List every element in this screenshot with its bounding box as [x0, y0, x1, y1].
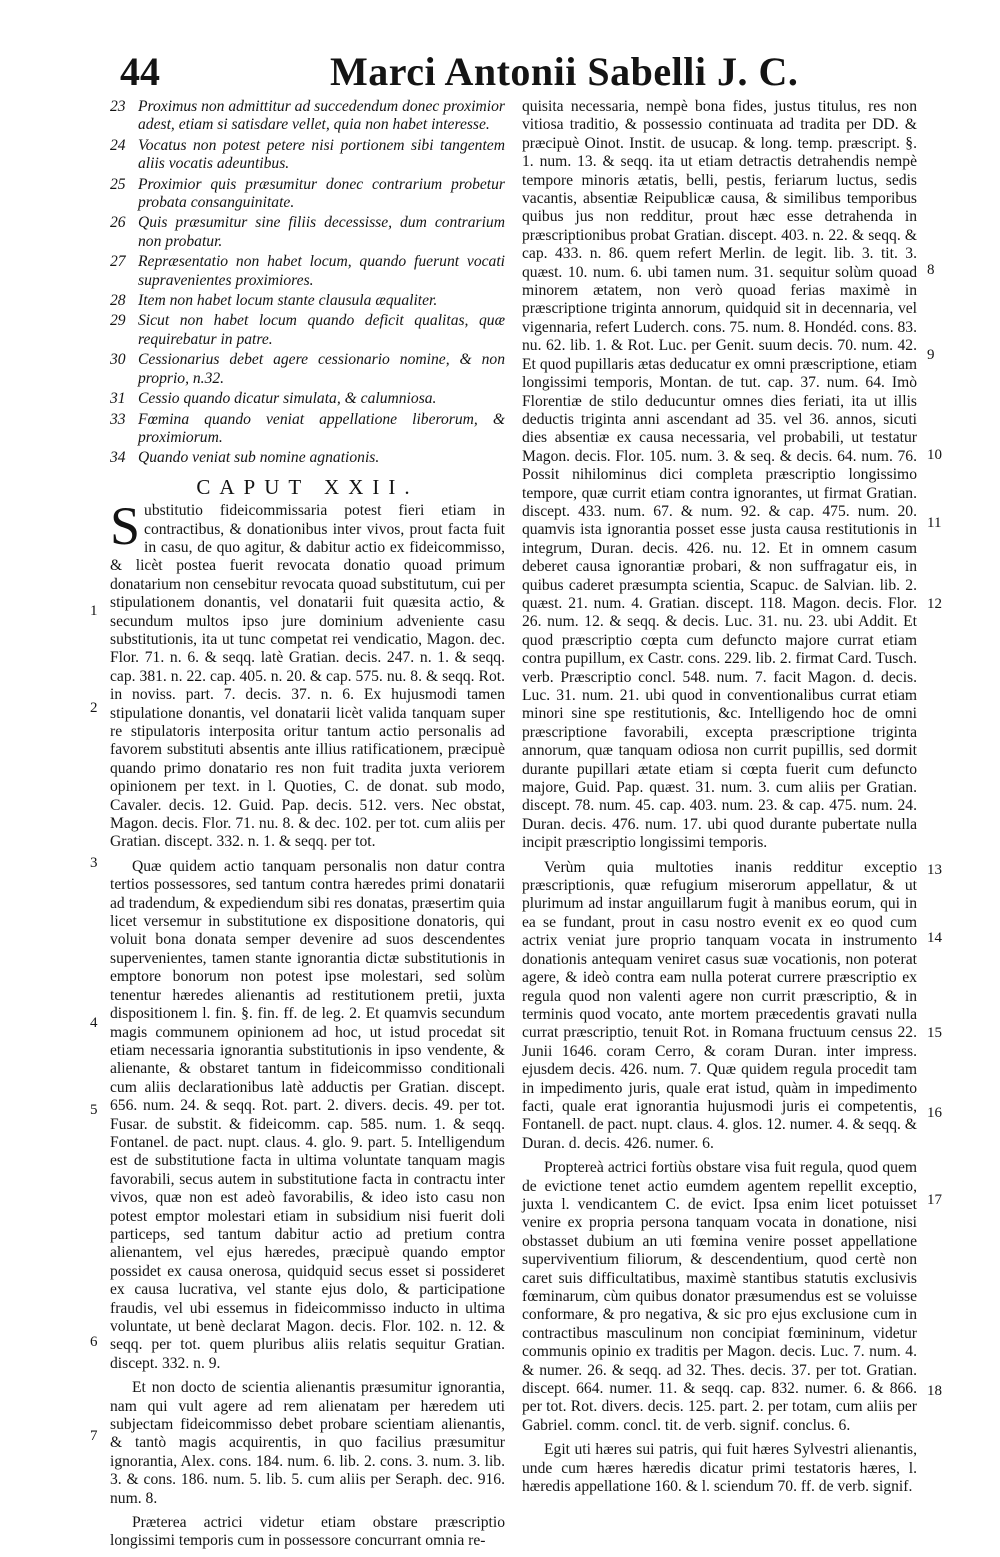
margin-number: 10 [927, 447, 942, 463]
margin-number: 4 [90, 1015, 98, 1031]
summary-number: 29 [110, 312, 126, 330]
margin-number: 9 [927, 347, 935, 363]
margin-number: 13 [927, 862, 942, 878]
body-paragraph: Et non docto de scientia alienantis præsumitur ignorantia, nam qui vult agere ad rem alienatam per hæredem uti subjectam fideicommisso debet probare scientiam alienantis, & tantò magis acquirentis, in quo facilius præsumitur ignorantia, Alex. cons. 184. num. 6. lib. 2. cons. 3. num. 3. lib. 3. & cons. 186. num. 5. lib. 5. cum aliis per Seraph. dec. 916. num. 8. [110, 1379, 505, 1507]
summary-text: Proximus non admittitur ad succedendum donec proximior adest, etiam si satisdare vellet, quia non habet interesse. [138, 98, 505, 134]
drop-capital: S [110, 496, 141, 557]
summary-number: 25 [110, 175, 126, 193]
running-title: Marci Antonii Sabelli J. C. [330, 49, 799, 94]
body-paragraph: Egit uti hæres sui patris, qui fuit hæres Sylvestri alienantis, unde cum hæres hæredis dicatur primi testatoris hæres, l. hæredis appellatione 160. & l. sciendum 70. ff. de verb. signif. [522, 1441, 917, 1496]
body-paragraph [110, 496, 505, 852]
summary-item [110, 390, 505, 408]
summary-text: Cessio quando dicatur simulata, & calumniosa. [138, 390, 437, 408]
summary-text: Sicut non habet locum quando deficit qualitas, quæ requirebatur in patre. [138, 312, 505, 348]
summary-text: Quando veniat sub nomine agnationis. [138, 449, 380, 467]
summary-number: 33 [110, 410, 126, 428]
margin-number: 14 [927, 930, 942, 946]
margin-number: 18 [927, 1383, 942, 1399]
summary-number: 26 [110, 214, 126, 232]
summary-item [110, 312, 505, 349]
summary-item [110, 449, 505, 467]
summary-text: Vocatus non potest petere nisi portionem sibi tangentem aliis vocatis adeuntibus. [138, 136, 505, 173]
body-paragraph: quisita necessaria, nempè bona fides, justus titulus, res non vitiosa traditio, & possessio continuata ad tradita per DD. & præcipuè Oinot. Instit. de usucap. & long. temp. præscript. §. 1. num. 13. & seqq. ita ut etiam detractis detrahendis nempè tempore minoris ætatis, belli, pestis, feriarum luctus, sedis vacantis, absentiæ Reipublicæ causa, & similibus temporibus quibus jus non redditur, prout hæc esse detrahenda in præscriptionibus probat Gratian. discept. 403. n. 22. & seqq. & cap. 433. n. 86. quem refert Merlin. de legit. lib. 3. tit. 3. quæst. 10. num. 6. ubi tamen num. 31. sequitur solùm quoad minorem ætatem, non verò quoad ferias maximè in præscriptione triginta annorum, quidquid sit in decennaria, vel vigennaria, refert Luderch. cons. 75. num. 8. Hondéd. cons. 83. nu. 62. lib. 1. & Rot. Luc. per Genit. suum decis. 70. num. 42. Et quod pupillaris ætas deducatur ex omni præscriptione, etiam longissimi temporis, Montan. de tut. cap. 37. num. 64. Imò Florentiæ de stilo deducuntur omnes dies feriati, ita ut illis deductis triginta anni ascendant ad 35. vel 36. annos, sicuti dies absentiæ ex causa necessaria, vel probabili, ut testatur Magon. decis. Flor. 105. num. 3. & seq. & decis. 64. num. 76. Possit nihilominus dici completa præscriptio longissimo tempore, quæ currit etiam contra ignorantes, ut firmat Gratian. discept. 433. num. 67. & num. 92. & cap. 475. num. 20. quamvis ista ignorantia posset esse justa causa restitutionis in integrum, Duran. decis. 426. nu. 12. Et in omnem casum deberet causa ignorantiæ probari, & non suffragatur eis, in quibus caderet præsumpta scientia, Scapuc. de Salvian. lib. 2. quæst. 21. num. 4. Gratian. discept. 118. Magon. decis. Flor. 26. num. 12. & seqq. & decis. Luc. 31. nu. 23. ubi Addit. Et quod præscriptio cœpta cum defuncto majore currat etiam contra pupillum, ex Castr. cons. 229. lib. 2. firmat Card. Tusch. verb. Præscriptio concl. 548. num. 7. facit Magon. d. decis. Luc. 31. num. 21. ubi quod in conventionalibus currat etiam minori sine spe restitutionis, &c. Intelligendo hoc de omni præscriptione favorabili, excepta præscriptione triginta annorum, quæ tanquam odiosa non currit pupillis, sed dormit durante pupillari ætate etiam si cœpta fuerit cum defuncto majore, Guid. Pap. quæst. 31. num. 3. cum aliis per Gratian. discept. 78. num. 45. cap. 403. num. 23. & cap. 475. num. 24. Duran. decis. 476. num. 17. ubi quod durante pubertate nulla incipit præscriptio longissimi temporis. [522, 98, 917, 852]
summary-item [110, 351, 505, 388]
summary-text: Proximior quis præsumitur donec contrarium probetur probata consanguinitate. [138, 175, 505, 212]
body-paragraph: Verùm quia multoties inanis redditur exceptio præscriptionis, quæ refugium miserorum appellatur, & ut plurimum ad instar anguillarum fugit à manibus eorum, qui in ea se fundant, prout in casu nostro evenit ex eo quod cum actrix veniat jure proprio tanquam vocata in instrumento donationis antequam veniret casus suæ vocationis, non poterat agere, & ideò contra eam nulla poterat currere præscriptio ex regula quod non valenti agere non currit præscriptio, & in terminis quod vocato, ante mortem præcedentis gravati nulla currat præscriptio, tenuit Rot. in Romana fructuum census 22. Junii 1646. coram Cerro, & coram Duran. inter impress. ejusdem decis. 426. num. 7. Quæ quidem regula procedit tam in impedimento juris, quale erat istud, quàm in impedimento facti, quale erat ignorantia hujusmodi juris ei competentis, Fontanell. de pact. nupt. claus. 4. glos. 12. numer. 4. & seqq. & Duran. d. decis. 426. numer. 6. [522, 858, 917, 1152]
summary-text: Quis præsumitur sine filiis decessisse, dum contrarium non probatur. [138, 214, 505, 250]
summary-item [110, 98, 505, 135]
margin-number: 8 [927, 262, 935, 278]
margin-number: 15 [927, 1025, 942, 1041]
summary-text: Fœmina quando veniat appellatione liberorum, & proximiorum. [138, 410, 505, 446]
summary-item [110, 292, 505, 310]
chapter-heading: CAPUT XXII. [196, 474, 419, 499]
margin-number: 3 [90, 855, 98, 871]
margin-number: 11 [927, 515, 942, 531]
paragraph-text: ubstitutio fideicommissaria potest fieri etiam in contractibus, & donationibus inter vivos, prout facta fuit in casu, de quo agitur, & dabitur actio ex fideicommisso, & licèt postea fuerit revocata donatio quoad primum donatarium non censebitur revocata quoad substitutum, cui per stipulationem donantis, vel donatarii fuit quæsita actio, & secundum multos ipso jure dominium adveniente casu substitutionis, ita ut tunc competat rei vendicatio, Magon. dec. Flor. 71. n. 6. & seqq. latè Gratian. decis. 247. n. 1. & seqq. cap. 381. n. 22. cap. 405. n. 20. & cap. 575. nu. 8. & seqq. Rot. in noviss. part. 7. decis. 37. n. 6. Ex hujusmodi tamen stipulatione donantis, vel donatarii licèt valida tanquam super re stipulatoris interposita oritur tantum actio personalis ad favorem substituti absentis ante illius ratificationem, præcipuè quando primo donatario res non fuit tradita juxta veriorem opinionem per text. in l. Quoties, C. de donat. sub modo, Cavaler. decis. 12. Guid. Pap. decis. 512. vers. Nec obstat, Magon. decis. Flor. 71. nu. 8. & dec. 102. per tot. cum aliis per Gratian. discept. 332. n. 1. & seqq. per tot. [110, 502, 505, 851]
summary-text: Item non habet locum stante clausula æqualiter. [138, 292, 438, 310]
summary-text: Cessionarius debet agere cessionario nomine, & non proprio, n.32. [138, 351, 505, 387]
summary-number: 34 [110, 449, 126, 467]
left-column [110, 98, 505, 1557]
summary-number: 23 [110, 98, 126, 115]
margin-number: 16 [927, 1105, 942, 1121]
body-paragraph: Præterea actrici videtur etiam obstare præscriptio longissimi temporis cum in possessore concurrant omnia re- [110, 1514, 505, 1550]
summary-item [110, 176, 505, 213]
summary-number: 31 [110, 390, 126, 408]
body-paragraph: Quæ quidem actio tanquam personalis non datur contra tertios possessores, sed tantum contra hæredes primi donatarii ad tradendum, & expediendum sibi res donatas, præsertim quia licet versemur in substitutione ex dispositione donatoris, qui voluit bona donata semper devenire ad suos descendentes supervenientes, tamen stante ignorantia dictæ substitutionis in emptore bonorum non potest ipse molestari, sed solùm tenentur hæredes alienantis ad restitutionem pretii, juxta dispositionem l. fin. §. fin. ff. de leg. 2. Et quamvis secundum magis communem opinionem ad hoc, ut istud procedat sit etiam necessaria ignorantia substitutionis in ipso vendente, & alienante, & obstaret tantum in fideicommisso conditionali cum aliis declarationibus latè adductis per Gratian. discept. 656. num. 24. & seqq. Rot. part. 2. divers. decis. 49. per tot. Fusar. de substit. & fideicomm. cap. 585. num. 1. & seqq. Fontanel. de pact. nupt. claus. 4. glo. 9. part. 5. Intelligendum est de substitutione facta in ultima voluntate tanquam magis favorabili, secus autem in substitutione facta in contractu inter vivos, quæ non est adeò favorabilis, & ideo isto casu non potest emptor molestari etiam in subsidium nisi fuerit doli particeps, sed tantum dabitur actio ad pretium contra alienantem, vel ejus hæredes, præcipuè quando emptor possidet ex causa onerosa, quidquid secus esset si possideret ex causa lucrativa, vel stante ejus dolo, & participatione fraudis, vel ubi essemus in fideicommisso inducto in ultima voluntate, ut benè declarat Magon. decis. Flor. 102. n. 12. & seqq. per tot. quem pluribus aliis relatis sequitur Gratian. discept. 332. n. 9. [110, 857, 505, 1372]
summary-number: 28 [110, 292, 126, 310]
margin-number: 12 [927, 596, 942, 612]
margin-number: 7 [90, 1428, 98, 1444]
summary-number: 24 [110, 136, 126, 154]
summary-text: Repræsentatio non habet locum, quando fuerunt vocati supravenientes proximiores. [138, 253, 505, 289]
body-paragraph: Proptereà actrici fortiùs obstare visa fuit regula, quod quem de evictione tenet actio eumdem agentem repellit exceptio, juxta l. vendicantem C. de evict. Ipsa enim licet potuisset venire ex propria persona tanquam vocata in donatione, nisi obstasset dubium an uti fœmina venire posset appellatione superviventium filiorum, & descendentium, quod certè non caret suis difficultatibus, maximè stantibus statutis exclusivis fœminarum, cùm quibus donator præsumendus est se voluisse conformare, & pro negativa, & sic pro ejus exclusione cum in contractibus masculinum non concipiat fœmininum, videtur communis opinio ex traditis per Magon. decis. Luc. 7. num. 4. & numer. 26. & seqq. ad 32. Thes. decis. 37. per tot. Gratian. discept. 664. numer. 11. & seqq. cap. 832. numer. 6. & 866. per tot. Rot. divers. decis. 125. part. 2. per totam, cum aliis per Gabriel. comm. concl. tit. de verb. signif. conclus. 6. [522, 1159, 917, 1434]
margin-number: 17 [927, 1192, 942, 1208]
summary-number: 27 [110, 253, 126, 271]
margin-number: 6 [90, 1334, 98, 1350]
margin-number: 2 [90, 700, 98, 716]
page-number: 44 [120, 49, 160, 94]
summary-item [110, 214, 505, 251]
summary-item [110, 253, 505, 290]
margin-number: 5 [90, 1102, 98, 1118]
page-header [0, 48, 1000, 96]
summary-item [110, 137, 505, 174]
summary-item [110, 411, 505, 448]
margin-number: 1 [90, 603, 98, 619]
chapter-summary [110, 98, 505, 468]
right-column [522, 98, 917, 1502]
summary-number: 30 [110, 351, 126, 369]
